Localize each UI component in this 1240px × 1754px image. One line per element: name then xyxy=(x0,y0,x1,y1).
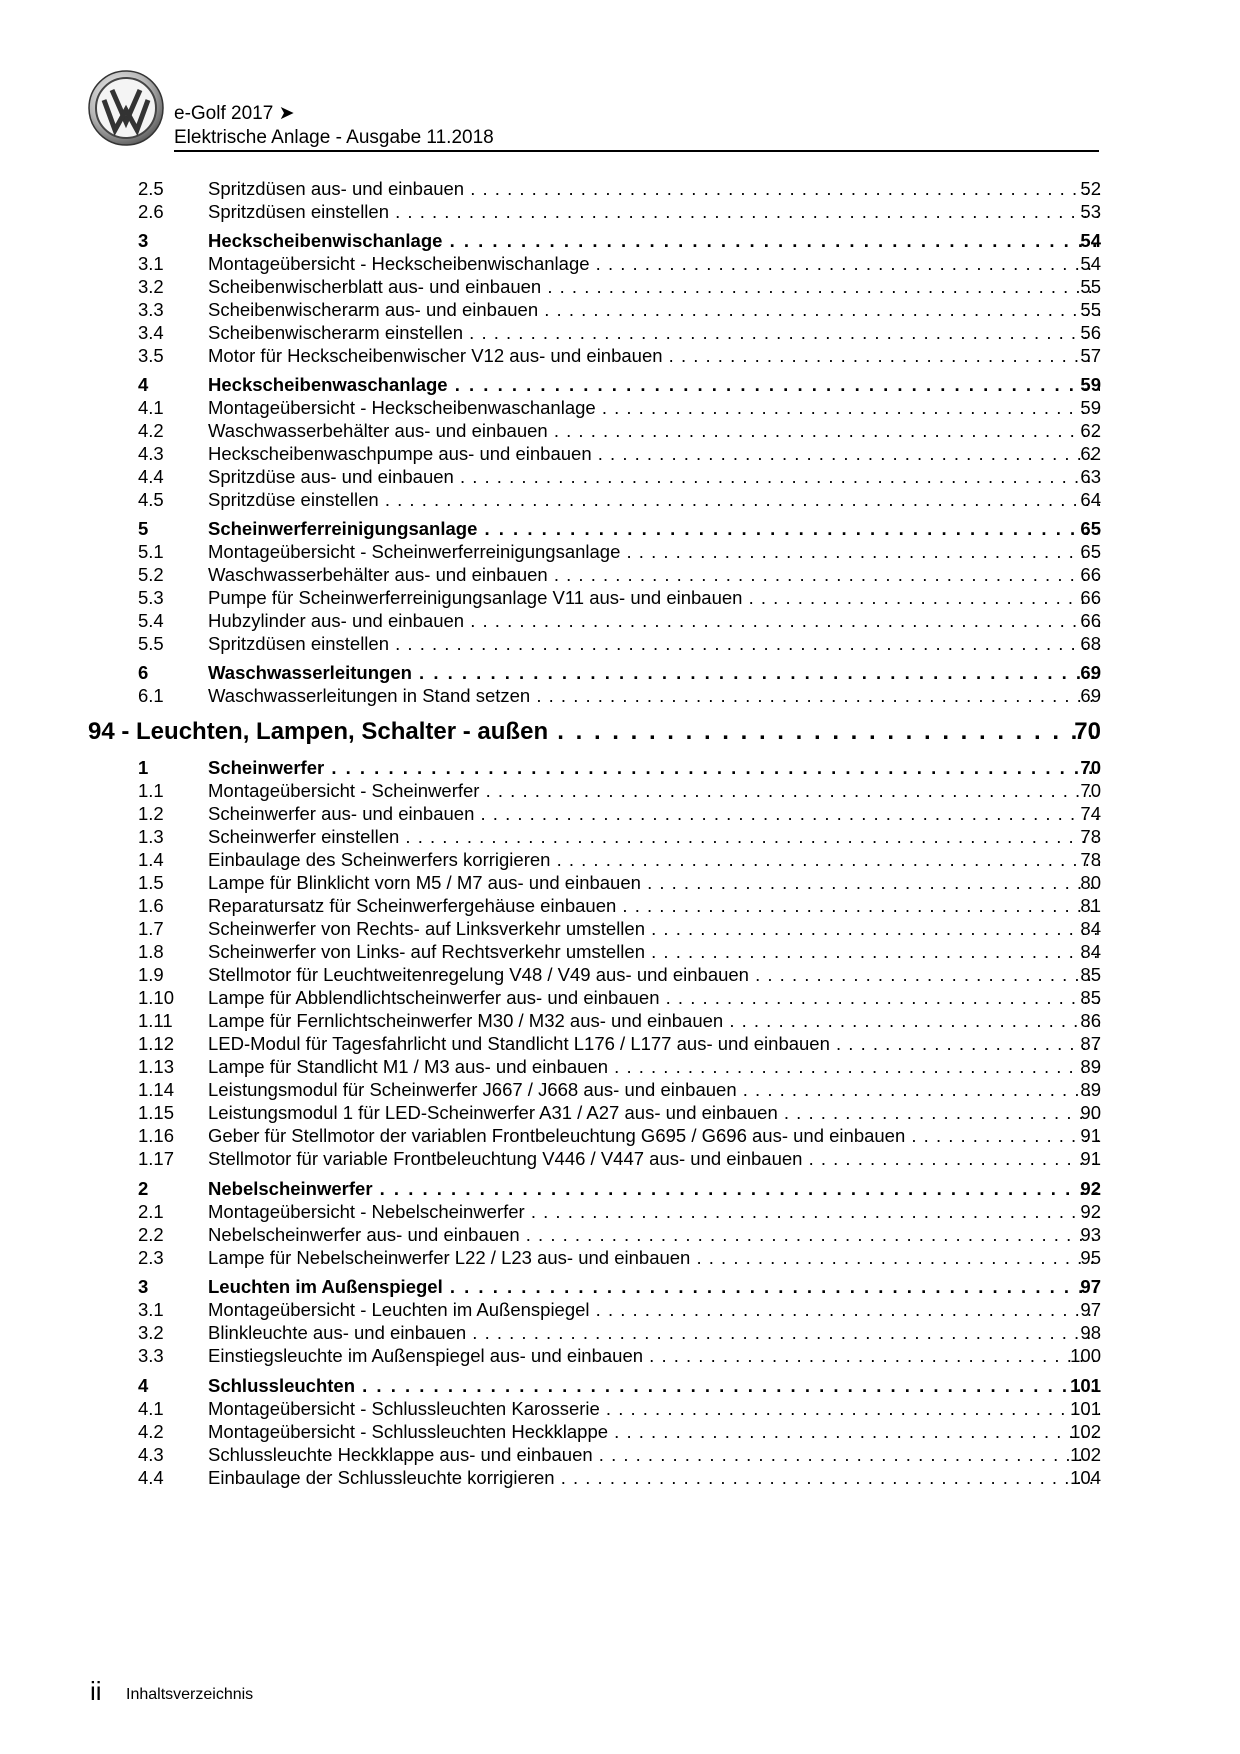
toc-entry-number: 1.17 xyxy=(138,1148,175,1169)
toc-entry-title: Schlussleuchten . . . xyxy=(208,1373,1100,1399)
toc-entry-title: Montageübersicht - Heckscheibenwischanlage . . . xyxy=(208,251,1100,277)
toc-entry-title: Heckscheibenwaschanlage . . . xyxy=(208,372,1100,398)
toc-entry-number: 1.14 xyxy=(138,1079,175,1100)
toc-entry-number: 4 xyxy=(138,1375,149,1396)
toc-entry-number: 1.15 xyxy=(138,1102,175,1123)
toc-entry[interactable] xyxy=(0,1343,1240,1369)
toc-entry-title: Einstiegsleuchte im Außenspiegel aus- und einbauen . . . xyxy=(208,1343,1100,1369)
toc-entry-number: 5 xyxy=(138,518,149,539)
toc-entry-number: 1.9 xyxy=(138,964,164,985)
toc-entry-number: 6.1 xyxy=(138,685,164,706)
toc-entry-number: 4.3 xyxy=(138,443,164,464)
toc-entry-page: 57 xyxy=(1080,345,1101,366)
toc-entry[interactable] xyxy=(0,631,1240,657)
toc-entry-page: 54 xyxy=(1080,230,1101,251)
toc-entry-title: Lampe für Abblendlichtscheinwerfer aus- und einbauen . . . xyxy=(208,985,1100,1011)
toc-entry-title: Hubzylinder aus- und einbauen . . . xyxy=(208,608,1100,634)
toc-entry-page: 102 xyxy=(1070,1444,1101,1465)
toc-entry-number: 1.13 xyxy=(138,1056,175,1077)
toc-entry-number: 3.1 xyxy=(138,1299,164,1320)
toc-entry-page: 59 xyxy=(1080,374,1101,395)
toc-entry-title: Spritzdüsen aus- und einbauen . . . xyxy=(208,176,1100,202)
toc-entry-title: Einbaulage der Schlussleuchte korrigieren . . . xyxy=(208,1465,1100,1491)
toc-entry-page: 87 xyxy=(1080,1033,1101,1054)
toc-entry-title: Scheibenwischerblatt aus- und einbauen . . . xyxy=(208,274,1100,300)
toc-entry-page: 97 xyxy=(1080,1276,1101,1297)
toc-entry-title: Scheinwerfer von Links- auf Rechtsverkehr umstellen . . . xyxy=(208,939,1100,965)
toc-entry-page: 53 xyxy=(1080,201,1101,222)
toc-entry-title: Einbaulage des Scheinwerfers korrigieren . . . xyxy=(208,847,1100,873)
toc-entry-title: Heckscheibenwischanlage . . . xyxy=(208,228,1100,254)
toc-entry[interactable] xyxy=(0,1245,1240,1271)
toc-entry-page: 68 xyxy=(1080,633,1101,654)
toc-entry-page: 70 xyxy=(1074,718,1101,745)
toc-entry-number: 1.4 xyxy=(138,849,164,870)
toc-entry-number: 1.10 xyxy=(138,987,175,1008)
toc-entry-title: Montageübersicht - Scheinwerferreinigungsanlage . . . xyxy=(208,539,1100,565)
toc-entry-page: 78 xyxy=(1080,826,1101,847)
page-footer xyxy=(90,1676,490,1716)
toc-entry-page: 80 xyxy=(1080,872,1101,893)
toc-entry-page: 55 xyxy=(1080,276,1101,297)
toc-entry-page: 65 xyxy=(1080,541,1101,562)
toc-entry-page: 64 xyxy=(1080,489,1101,510)
toc-entry-title: Spritzdüse aus- und einbauen . . . xyxy=(208,464,1100,490)
toc-entry-page: 86 xyxy=(1080,1010,1101,1031)
toc-entry-number: 4.5 xyxy=(138,489,164,510)
toc-entry-number: 1.7 xyxy=(138,918,164,939)
toc-entry-number: 2.3 xyxy=(138,1247,164,1268)
toc-entry-page: 93 xyxy=(1080,1224,1101,1245)
toc-entry-page: 85 xyxy=(1080,964,1101,985)
toc-entry-number: 4.4 xyxy=(138,1467,164,1488)
toc-entry-page: 55 xyxy=(1080,299,1101,320)
toc-entry-title: Leuchten im Außenspiegel . . . xyxy=(208,1274,1100,1300)
toc-entry-number: 2.1 xyxy=(138,1201,164,1222)
toc-entry-title: Montageübersicht - Scheinwerfer . . . xyxy=(208,778,1100,804)
toc-entry-title: Leistungsmodul für Scheinwerfer J667 / J668 aus- und einbauen . . . xyxy=(208,1077,1100,1103)
toc-entry-page: 66 xyxy=(1080,564,1101,585)
toc-entry-page: 101 xyxy=(1070,1398,1101,1419)
toc-entry-number: 5.1 xyxy=(138,541,164,562)
toc-entry-page: 84 xyxy=(1080,941,1101,962)
toc-entry-title: Reparatursatz für Scheinwerfergehäuse einbauen . . . xyxy=(208,893,1100,919)
toc-entry-title: Waschwasserbehälter aus- und einbauen . . . xyxy=(208,562,1100,588)
toc-entry-title: Leistungsmodul 1 für LED-Scheinwerfer A31 / A27 aus- und einbauen . . . xyxy=(208,1100,1100,1126)
toc-entry-title: Pumpe für Scheinwerferreinigungsanlage V11 aus- und einbauen . . . xyxy=(208,585,1100,611)
toc-entry-number: 6 xyxy=(138,662,149,683)
toc-entry-number: 4.2 xyxy=(138,1421,164,1442)
toc-entry-number: 1.8 xyxy=(138,941,164,962)
toc-entry-title: Scheinwerfer . . . xyxy=(208,755,1100,781)
toc-chapter-entry[interactable] xyxy=(0,715,1240,749)
toc-entry-page: 91 xyxy=(1080,1125,1101,1146)
toc-entry-title: Nebelscheinwerfer . . . xyxy=(208,1176,1100,1202)
toc-entry-title: Scheinwerferreinigungsanlage . . . xyxy=(208,516,1100,542)
toc-entry-number: 3.2 xyxy=(138,1322,164,1343)
toc-entry-page: 89 xyxy=(1080,1056,1101,1077)
toc-entry-number: 1.11 xyxy=(138,1010,173,1031)
toc-entry-title: Waschwasserleitungen . . . xyxy=(208,660,1100,686)
toc-entry-number: 4 xyxy=(138,374,149,395)
toc-entry-title: Stellmotor für Leuchtweitenregelung V48 / V49 aus- und einbauen . . . xyxy=(208,962,1100,988)
toc-entry-title: Montageübersicht - Leuchten im Außenspiegel . . . xyxy=(208,1297,1100,1323)
toc-entry-page: 74 xyxy=(1080,803,1101,824)
toc-entry-title: LED-Modul für Tagesfahrlicht und Standlicht L176 / L177 aus- und einbauen . . . xyxy=(208,1031,1100,1057)
toc-entry[interactable] xyxy=(0,343,1240,369)
toc-entry-page: 66 xyxy=(1080,610,1101,631)
toc-entry-title: Montageübersicht - Schlussleuchten Karosserie . . . xyxy=(208,1396,1100,1422)
toc-entry-page: 70 xyxy=(1080,780,1101,801)
toc-entry-number: 4.3 xyxy=(138,1444,164,1465)
toc-entry-number: 1.1 xyxy=(138,780,164,801)
toc-entry[interactable] xyxy=(0,1146,1240,1172)
toc-entry-title: Blinkleuchte aus- und einbauen . . . xyxy=(208,1320,1100,1346)
toc-entry[interactable] xyxy=(0,487,1240,513)
toc-entry-number: 1.3 xyxy=(138,826,164,847)
toc-entry-title: Waschwasserleitungen in Stand setzen . . . xyxy=(208,683,1100,709)
toc-entry-title: Scheinwerfer einstellen . . . xyxy=(208,824,1100,850)
toc-entry-page: 85 xyxy=(1080,987,1101,1008)
toc-entry[interactable] xyxy=(0,1465,1240,1491)
toc-entry-page: 66 xyxy=(1080,587,1101,608)
toc-entry[interactable] xyxy=(0,683,1240,709)
toc-entry-title: Nebelscheinwerfer aus- und einbauen . . . xyxy=(208,1222,1100,1248)
toc-entry-title: Motor für Heckscheibenwischer V12 aus- und einbauen . . . xyxy=(208,343,1100,369)
toc-entry-page: 98 xyxy=(1080,1322,1101,1343)
toc-entry-page: 62 xyxy=(1080,420,1101,441)
toc-entry-number: 4.4 xyxy=(138,466,164,487)
toc-entry-page: 95 xyxy=(1080,1247,1101,1268)
toc-entry-number: 3.5 xyxy=(138,345,164,366)
toc-entry-number: 3 xyxy=(138,230,149,251)
toc-entry-title: Lampe für Fernlichtscheinwerfer M30 / M32 aus- und einbauen . . . xyxy=(208,1008,1100,1034)
toc-entry-number: 5.2 xyxy=(138,564,164,585)
toc-entry-page: 62 xyxy=(1080,443,1101,464)
toc-entry-page: 65 xyxy=(1080,518,1101,539)
toc-entry[interactable] xyxy=(0,199,1240,225)
toc-entry-title: 94 - Leuchten, Lampen, Schalter - außen . . . xyxy=(88,715,1100,749)
toc-entry-number: 2.6 xyxy=(138,201,164,222)
toc-entry-page: 78 xyxy=(1080,849,1101,870)
toc-entry-page: 52 xyxy=(1080,178,1101,199)
toc-entry-page: 56 xyxy=(1080,322,1101,343)
toc-entry-page: 81 xyxy=(1080,895,1101,916)
toc-entry-number: 3.4 xyxy=(138,322,164,343)
toc-entry-number: 1.12 xyxy=(138,1033,175,1054)
toc-entry-number: 2.2 xyxy=(138,1224,164,1245)
toc-entry-page: 91 xyxy=(1080,1148,1101,1169)
toc-entry-title: Stellmotor für variable Frontbeleuchtung V446 / V447 aus- und einbauen . . . xyxy=(208,1146,1100,1172)
toc-entry-page: 89 xyxy=(1080,1079,1101,1100)
toc-entry-title: Heckscheibenwaschpumpe aus- und einbauen . . . xyxy=(208,441,1100,467)
toc-entry-number: 2.5 xyxy=(138,178,164,199)
toc-entry-page: 104 xyxy=(1070,1467,1101,1488)
page-number: ii xyxy=(90,1676,102,1706)
toc-entry-title: Lampe für Nebelscheinwerfer L22 / L23 aus- und einbauen . . . xyxy=(208,1245,1100,1271)
toc-entry-number: 1.2 xyxy=(138,803,164,824)
toc-entry-number: 5.4 xyxy=(138,610,164,631)
document-title: e-Golf 2017 ➤ xyxy=(174,103,295,124)
toc-entry-number: 3.1 xyxy=(138,253,164,274)
toc-entry-page: 90 xyxy=(1080,1102,1101,1123)
toc-entry-title: Schlussleuchte Heckklappe aus- und einbauen . . . xyxy=(208,1442,1100,1468)
toc-entry-page: 69 xyxy=(1080,685,1101,706)
toc-entry-title: Scheibenwischerarm einstellen . . . xyxy=(208,320,1100,346)
toc-entry-title: Montageübersicht - Nebelscheinwerfer . . . xyxy=(208,1199,1100,1225)
toc-entry-number: 1.6 xyxy=(138,895,164,916)
document-subtitle: Elektrische Anlage - Ausgabe 11.2018 xyxy=(174,127,494,148)
toc-entry-title: Spritzdüsen einstellen . . . xyxy=(208,631,1100,657)
toc-entry-title: Waschwasserbehälter aus- und einbauen . . . xyxy=(208,418,1100,444)
toc-entry-number: 4.1 xyxy=(138,397,164,418)
toc-entry-page: 101 xyxy=(1070,1375,1101,1396)
toc-entry-page: 63 xyxy=(1080,466,1101,487)
toc-entry-number: 3.3 xyxy=(138,1345,164,1366)
toc-entry-title: Montageübersicht - Schlussleuchten Heckklappe . . . xyxy=(208,1419,1100,1445)
toc-entry-title: Geber für Stellmotor der variablen Frontbeleuchtung G695 / G696 aus- und einbauen . . . xyxy=(208,1123,1100,1149)
toc-entry-page: 92 xyxy=(1080,1201,1101,1222)
toc-entry-title: Scheinwerfer von Rechts- auf Linksverkehr umstellen . . . xyxy=(208,916,1100,942)
toc-entry-page: 59 xyxy=(1080,397,1101,418)
toc-entry-page: 100 xyxy=(1070,1345,1101,1366)
toc-entry-number: 3.3 xyxy=(138,299,164,320)
toc-entry-number: 2 xyxy=(138,1178,149,1199)
toc-entry-title: Spritzdüse einstellen . . . xyxy=(208,487,1100,513)
toc-entry-title: Montageübersicht - Heckscheibenwaschanlage . . . xyxy=(208,395,1100,421)
toc-entry-number: 5.5 xyxy=(138,633,164,654)
toc-entry-number: 1.5 xyxy=(138,872,164,893)
toc-entry-number: 4.1 xyxy=(138,1398,164,1419)
toc-entry-title: Scheinwerfer aus- und einbauen . . . xyxy=(208,801,1100,827)
toc-entry-number: 3 xyxy=(138,1276,149,1297)
toc-entry-page: 54 xyxy=(1080,253,1101,274)
toc-entry-number: 1 xyxy=(138,757,149,778)
toc-entry-title: Scheibenwischerarm aus- und einbauen . . . xyxy=(208,297,1100,323)
footer-section-label: Inhaltsverzeichnis xyxy=(126,1686,254,1703)
toc-entry-page: 69 xyxy=(1080,662,1101,683)
toc-entry-title: Lampe für Blinklicht vorn M5 / M7 aus- und einbauen . . . xyxy=(208,870,1100,896)
toc-entry-page: 84 xyxy=(1080,918,1101,939)
toc-entry-title: Lampe für Standlicht M1 / M3 aus- und einbauen . . . xyxy=(208,1054,1100,1080)
toc-entry-page: 92 xyxy=(1080,1178,1101,1199)
toc-entry-number: 4.2 xyxy=(138,420,164,441)
toc-entry-page: 102 xyxy=(1070,1421,1101,1442)
toc-entry-page: 70 xyxy=(1080,757,1101,778)
toc-entry-title: Spritzdüsen einstellen . . . xyxy=(208,199,1100,225)
toc-entry-number: 3.2 xyxy=(138,276,164,297)
toc-entry-number: 5.3 xyxy=(138,587,164,608)
toc-entry-number: 1.16 xyxy=(138,1125,175,1146)
toc-entry-page: 97 xyxy=(1080,1299,1101,1320)
